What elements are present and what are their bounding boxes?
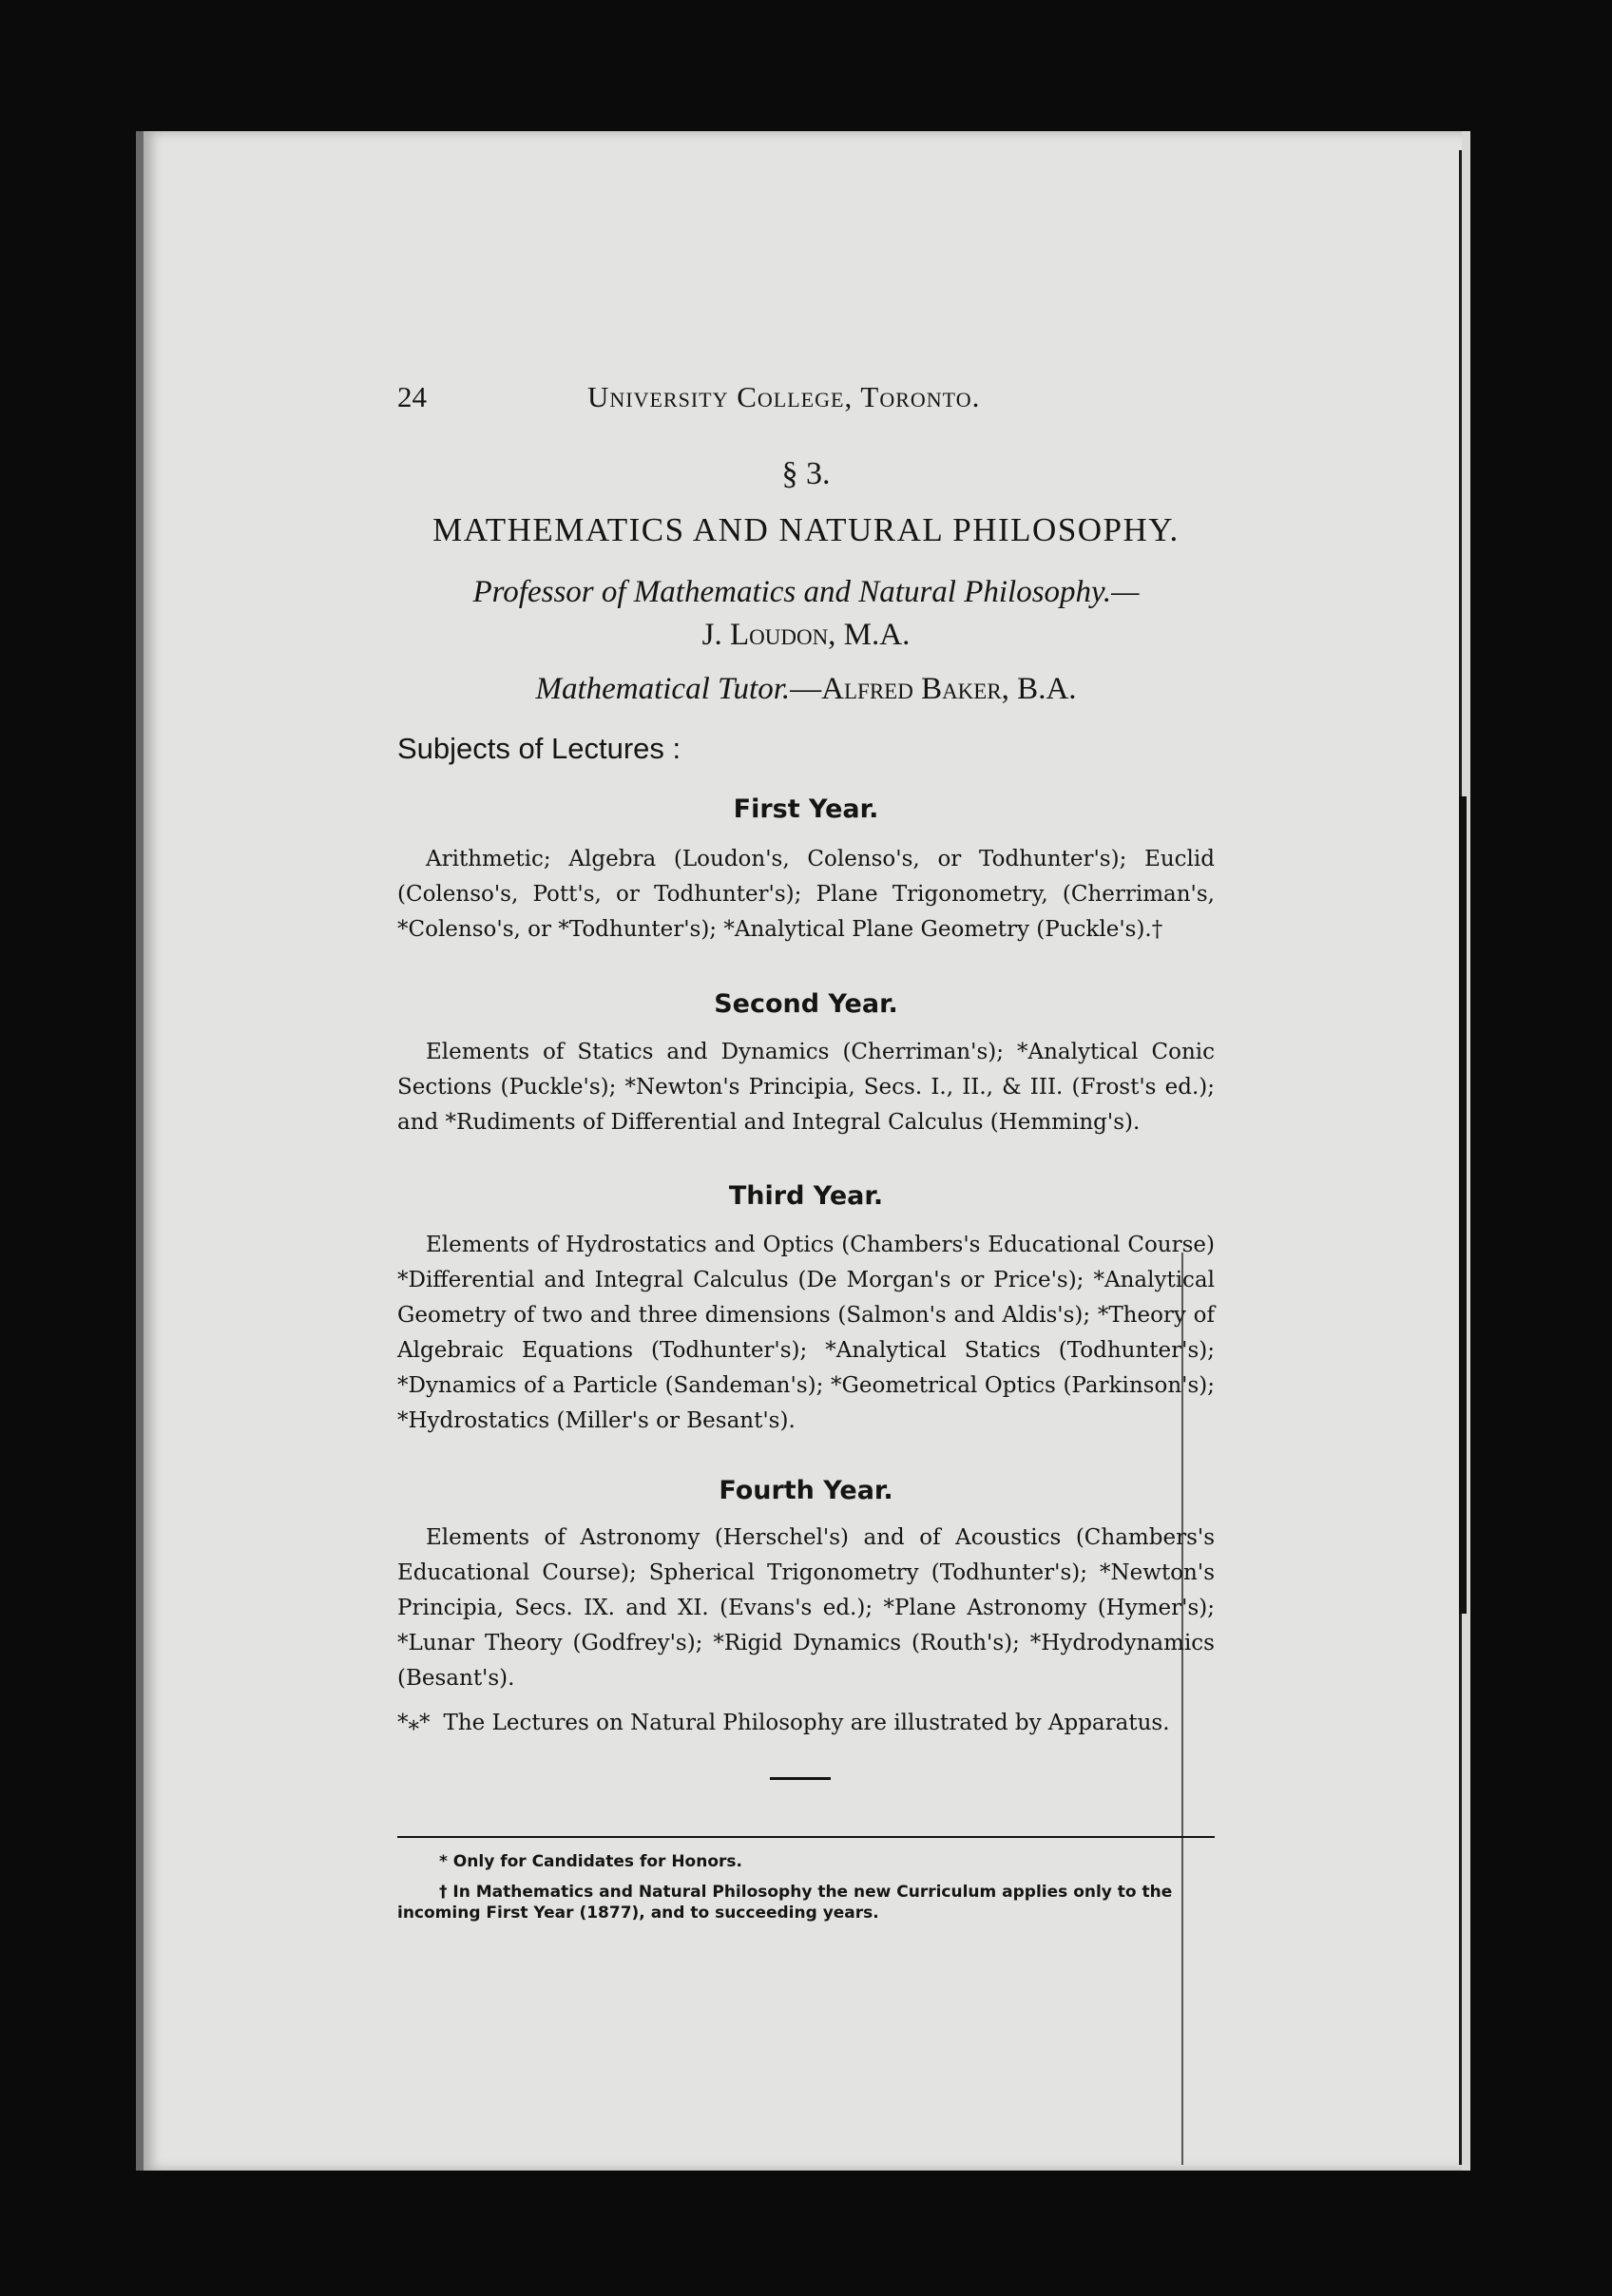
second-year-heading: Second Year.	[714, 989, 898, 1019]
running-head: University College, Toronto.	[587, 380, 981, 413]
second-year-text: Elements of Statics and Dynamics (Cherriman's); *Analytical Conic Sections (Puckle's); *Newton's Principia, Secs. I., II., & III. (Frost's ed.); and *Rudiments of Differential and Integral Calculus (Hemming's).	[397, 1040, 1215, 1135]
page-header	[397, 380, 1215, 428]
section-title: MATHEMATICS AND NATURAL PHILOSOPHY.	[432, 511, 1180, 548]
third-year-text: Elements of Hydrostatics and Optics (Chambers's Educational Course) *Differential and Integral Calculus (De Morgan's or Price's); *Analytical Geometry of two and three dimensions (Salmon's and Aldis's); *Theory of Algebraic Equations (Todhunter's); *Analytical Statics (Todhunter's); *Dynamics of a Particle (Sandeman's); *Geometrical Optics (Parkinson's); *Hydrostatics (Miller's or Besant's).	[397, 1233, 1215, 1433]
footnote-curriculum: † In Mathematics and Natural Philosophy the new Curriculum applies only to the incoming First Year (1877), and to succeeding years.	[397, 1883, 1173, 1923]
first-year-text: Arithmetic; Algebra (Loudon's, Colenso's, or Todhunter's); Euclid (Colenso's, Pott's, or Todhunter's); Plane Trigonometry, (Cherriman's, *Colenso's, or *Todhunter's); *Analytical Plane Geometry (Puckle's).†	[397, 847, 1215, 942]
scan-binding-mark	[1459, 796, 1467, 1614]
tutor-label: Mathematical Tutor.	[535, 672, 791, 706]
third-year-heading: Third Year.	[728, 1181, 884, 1211]
section-end-rule	[770, 1777, 831, 1780]
first-year-heading: First Year.	[733, 794, 879, 824]
apparatus-note	[397, 1711, 1215, 1735]
asterism: *⁎*	[397, 1711, 431, 1735]
section-mark: § 3.	[781, 456, 831, 491]
page-number: 24	[397, 380, 427, 413]
apparatus-note-text: The Lectures on Natural Philosophy are illustrated by Apparatus.	[443, 1711, 1170, 1735]
tutor-name: —Alfred Baker, B.A.	[790, 672, 1077, 706]
fourth-year-text: Elements of Astronomy (Herschel's) and of Acoustics (Chambers's Educational Course); Spherical Trigonometry (Todhunter's); *Newton's Principia, Secs. IX. and XI. (Evans's ed.); *Plane Astronomy (Hymer's); *Lunar Theory (Godfrey's); *Rigid Dynamics (Routh's); *Hydrodynamics (Besant's).	[397, 1525, 1215, 1691]
fourth-year-heading: Fourth Year.	[719, 1476, 893, 1505]
footnote-rule	[397, 1836, 1215, 1838]
professor-name: J. Loudon, M.A.	[701, 618, 911, 652]
subjects-label: Subjects of Lectures :	[397, 732, 681, 765]
footnote-honors: * Only for Candidates for Honors.	[439, 1852, 742, 1871]
tutor-line	[397, 672, 1215, 707]
professor-title: Professor of Mathematics and Natural Philosophy.—	[472, 575, 1140, 609]
